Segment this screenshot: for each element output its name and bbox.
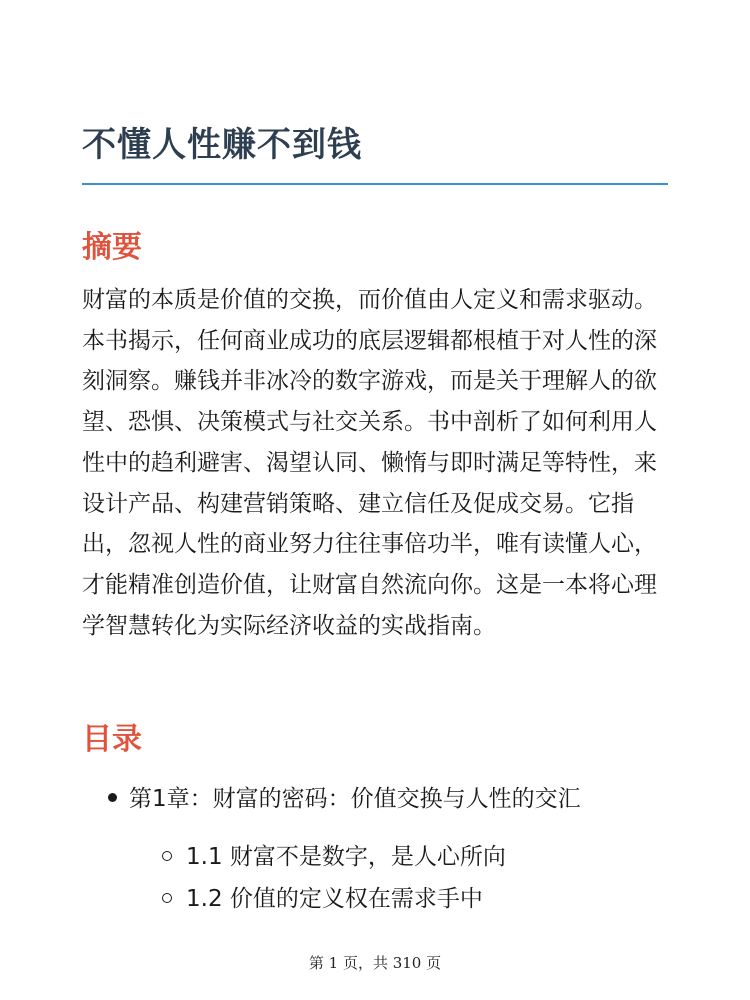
hollow-bullet-icon bbox=[162, 851, 172, 861]
hollow-bullet-icon bbox=[162, 893, 172, 903]
toc-section-1-2[interactable] bbox=[162, 880, 483, 913]
toc-chapter-1[interactable] bbox=[108, 780, 581, 813]
title-divider bbox=[82, 183, 668, 185]
toc-chapter-1-label: 第1章：财富的密码：价值交换与人性的交汇 bbox=[129, 786, 581, 812]
toc-heading: 目录 bbox=[82, 722, 142, 757]
toc-section-1-1[interactable] bbox=[162, 838, 506, 871]
filled-bullet-icon bbox=[108, 793, 117, 802]
page-footer: 第 1 页，共 310 页 bbox=[308, 954, 442, 972]
abstract-paragraph: 财富的本质是价值的交换，而价值由人定义和需求驱动。本书揭示，任何商业成功的底层逻辑都根植于对人性的深刻洞察。赚钱并非冰冷的数字游戏，而是关于理解人的欲望、恐惧、决策模式与社交关系。书中剖析了如何利用人性中的趋利避害、渴望认同、懒惰与即时满足等特性，来设计产品、构建营销策略、建立信任及促成交易。它指出，忽视人性的商业努力往往事倍功半，唯有读懂人心，才能精准创造价值，让财富自然流向你。这是一本将心理学智慧转化为实际经济收益的实战指南。 bbox=[82, 287, 657, 639]
abstract-heading: 摘要 bbox=[82, 230, 142, 265]
document-title: 不懂人性赚不到钱 bbox=[82, 125, 362, 165]
toc-section-1-1-label: 1.1 财富不是数字，是人心所向 bbox=[186, 844, 506, 870]
toc-section-1-2-label: 1.2 价值的定义权在需求手中 bbox=[186, 886, 483, 912]
